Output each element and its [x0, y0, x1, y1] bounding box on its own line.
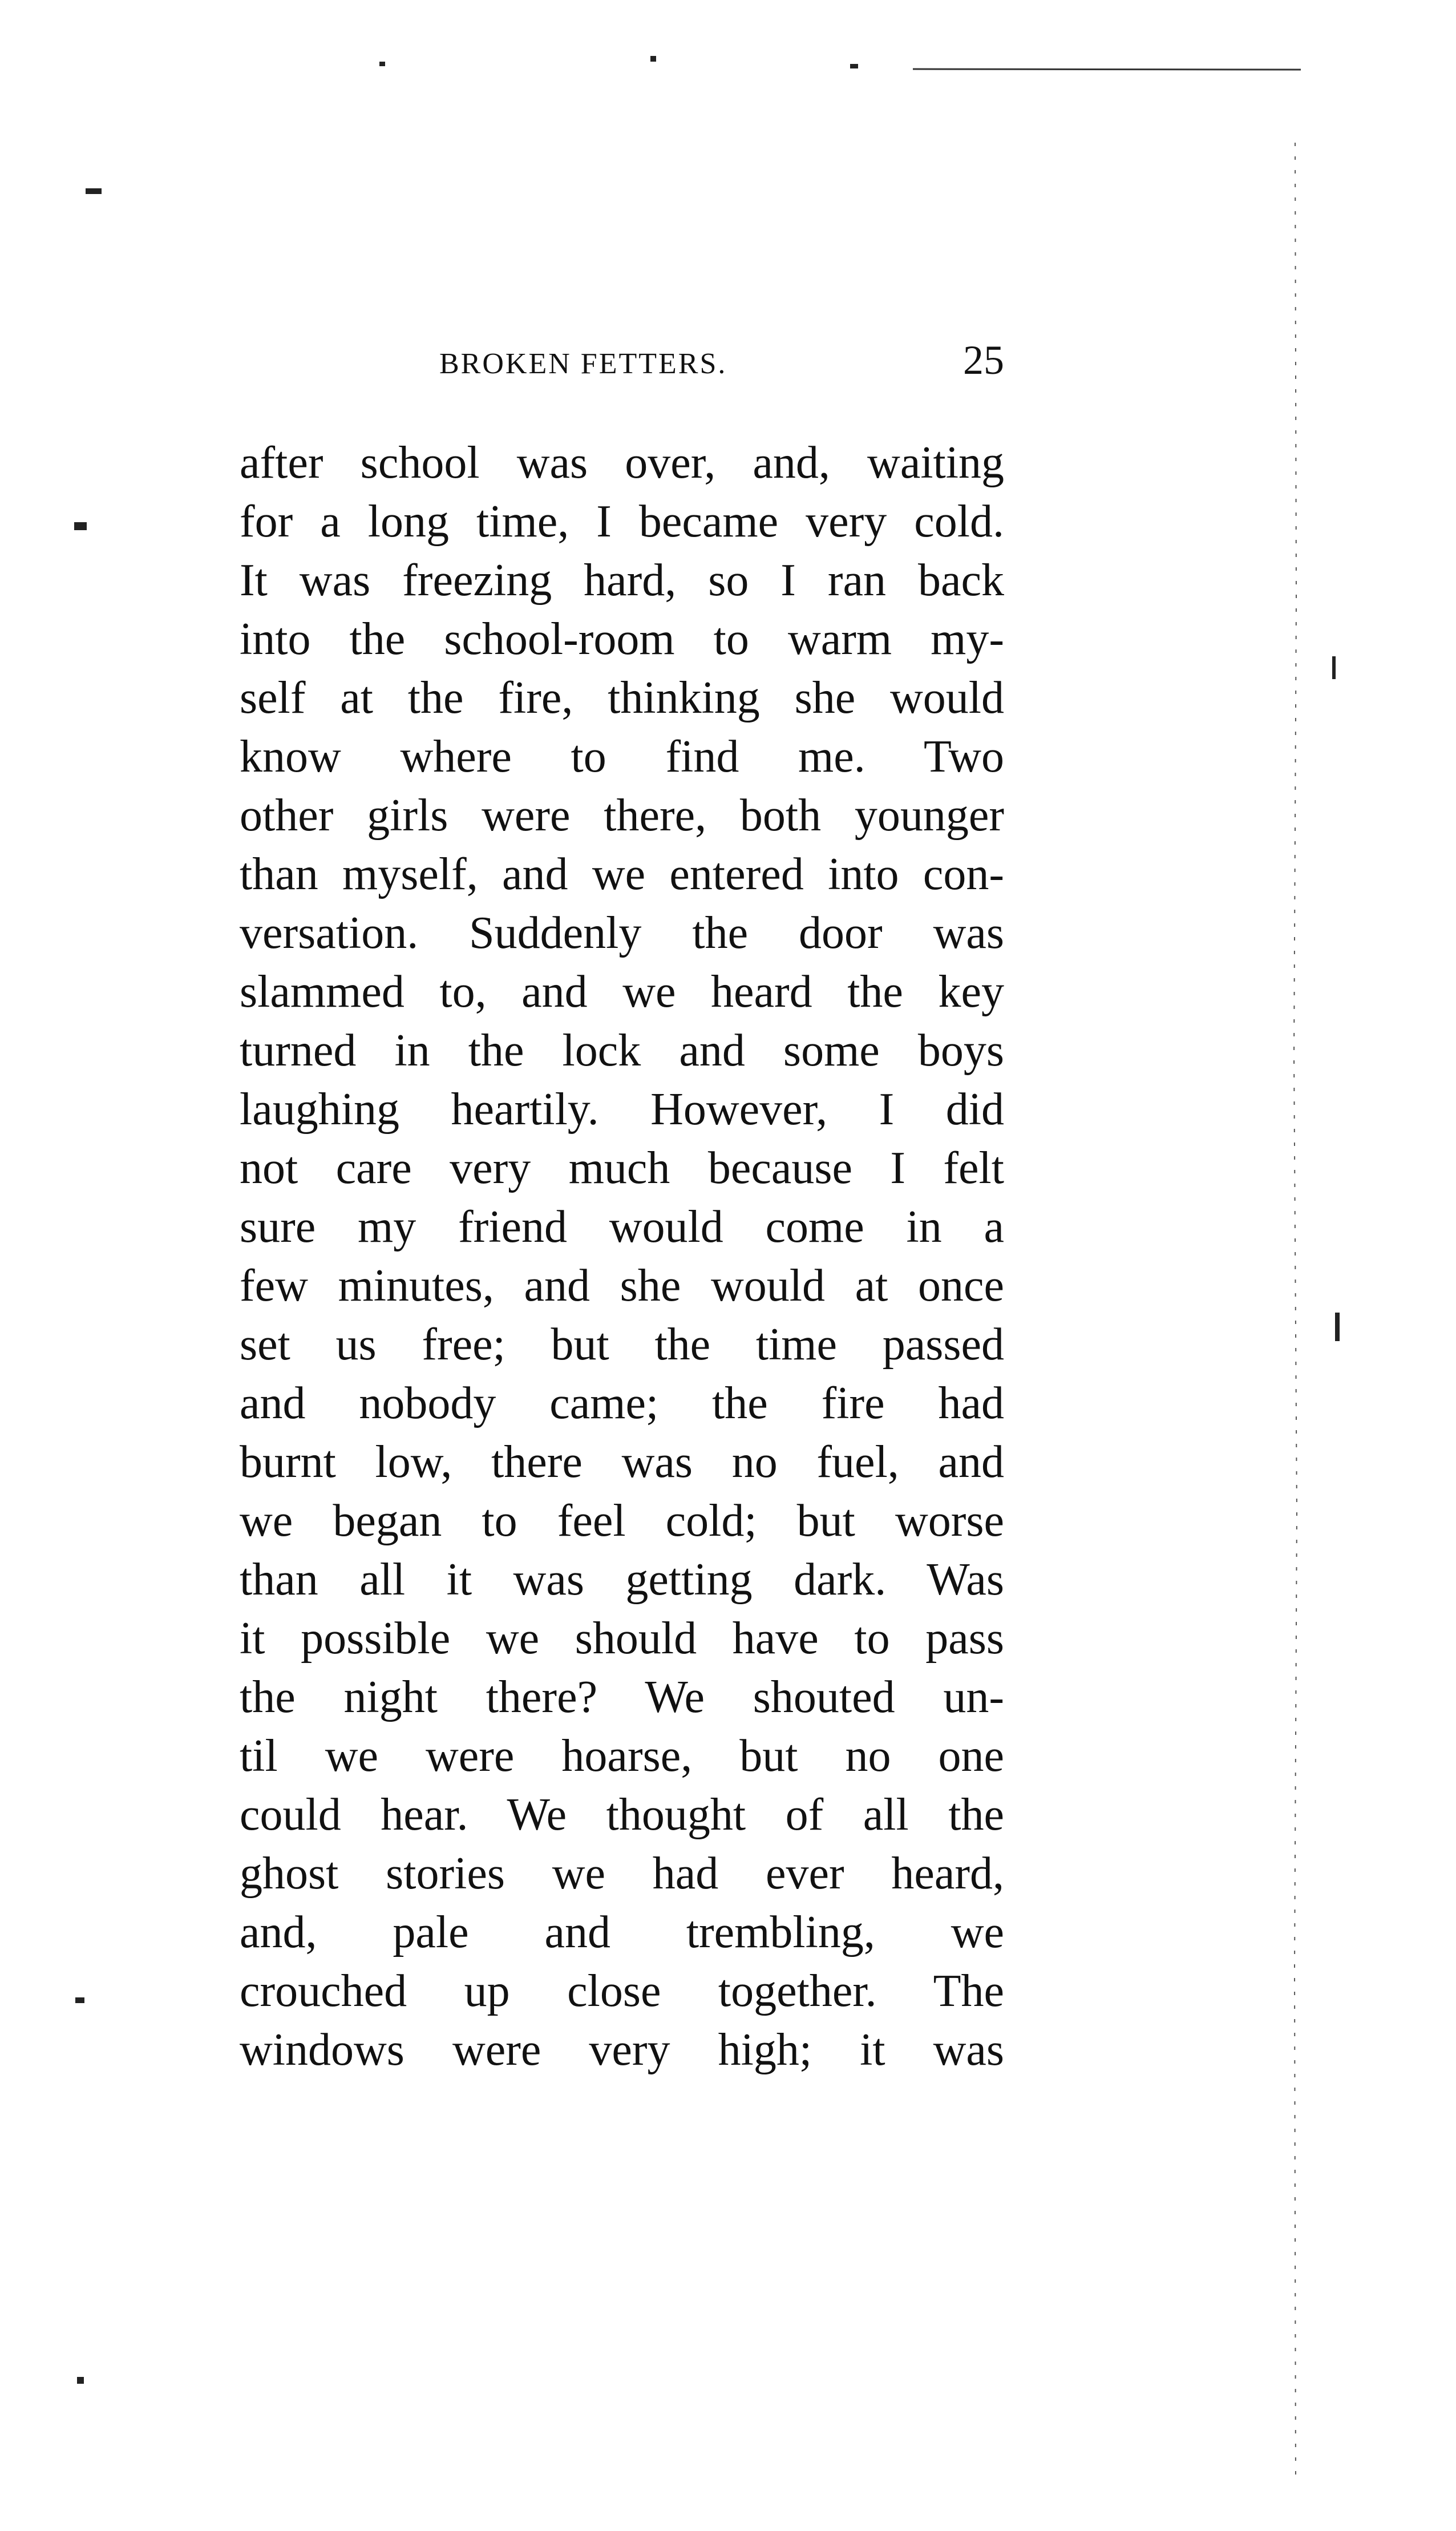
page-number: 25 [963, 337, 1004, 383]
page-header [439, 337, 1004, 388]
text-line: not care very much because I felt [240, 1143, 1004, 1193]
body-text [240, 434, 1004, 2080]
text-line: burnt low, there was no fuel, and [240, 1437, 1004, 1487]
text-line: turned in the lock and some boys [240, 1026, 1004, 1076]
text-line: and, pale and trembling, we [240, 1907, 1004, 1957]
text-line: til we were hoarse, but no one [240, 1731, 1004, 1781]
top-scan-rule [913, 67, 1301, 71]
text-line: set us free; but the time passed [240, 1319, 1004, 1370]
text-line: laughing heartily. However, I did [240, 1084, 1004, 1135]
text-line: could hear. We thought of all the [240, 1790, 1004, 1840]
text-line: than all it was getting dark. Was [240, 1555, 1004, 1605]
text-line: It was freezing hard, so I ran back [240, 555, 1004, 605]
text-line: we began to feel cold; but worse [240, 1496, 1004, 1546]
text-line: self at the fire, thinking she would [240, 673, 1004, 723]
text-line: for a long time, I became very cold. [240, 496, 1004, 547]
text-line: into the school-room to warm my- [240, 614, 1004, 664]
text-line: crouched up close together. The [240, 1966, 1004, 2016]
text-line: it possible we should have to pass [240, 1613, 1004, 1664]
text-line: few minutes, and she would at once [240, 1261, 1004, 1311]
text-line: know where to find me. Two [240, 732, 1004, 782]
text-line: ghost stories we had ever heard, [240, 1848, 1004, 1899]
running-title: BROKEN FETTERS. [439, 348, 727, 380]
text-line: sure my friend would come in a [240, 1202, 1004, 1252]
text-line: than myself, and we entered into con- [240, 849, 1004, 899]
text-line: versation. Suddenly the door was [240, 908, 1004, 958]
text-line: the night there? We shouted un- [240, 1672, 1004, 1722]
text-line: slammed to, and we heard the key [240, 967, 1004, 1017]
text-line: other girls were there, both younger [240, 790, 1004, 841]
text-line: and nobody came; the fire had [240, 1378, 1004, 1428]
page-edge-shadow [1278, 143, 1312, 2482]
text-line: windows were very high; it was [240, 2025, 1004, 2075]
text-line: after school was over, and, waiting [240, 438, 1004, 488]
